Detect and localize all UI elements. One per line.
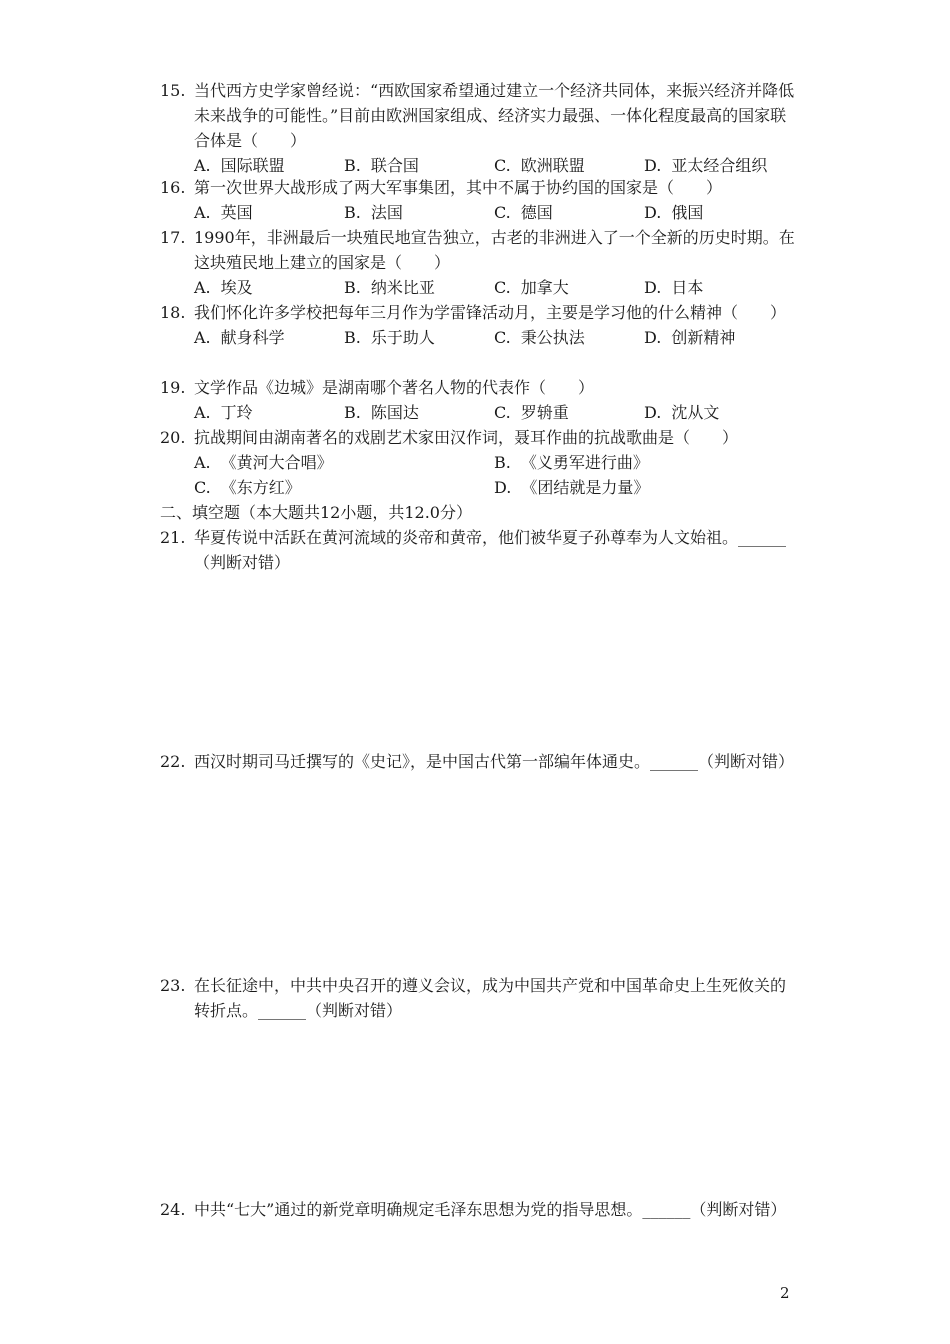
question-19 [160, 375, 800, 425]
question-text: 当代西方史学家曾经说：“西欧国家希望通过建立一个经济共同体，来振兴经济并降低未来战争的可能性。”目前由欧洲国家组成、经济实力最强、一体化程度最高的国家联合体是（ ） [194, 81, 795, 150]
question-number: 24. [160, 1200, 186, 1219]
question-number: 20. [160, 428, 186, 447]
option-c: C. 德国 [494, 203, 553, 222]
option-a: A. 埃及 [194, 278, 253, 297]
question-number: 16. [160, 178, 186, 197]
question-text: 华夏传说中活跃在黄河流域的炎帝和黄帝，他们被华夏子孙尊奉为人文始祖。______（判断对错） [194, 528, 787, 572]
question-23 [160, 973, 800, 1023]
page-number: 2 [780, 1284, 790, 1302]
option-c: C. 罗辀重 [494, 403, 569, 422]
question-24 [160, 1197, 800, 1222]
option-b: B. 乐于助人 [344, 328, 435, 347]
options [194, 400, 800, 425]
option-c: C. 秉公执法 [494, 328, 585, 347]
option-b: B. 联合国 [344, 156, 419, 175]
question-text: 中共“七大”通过的新党章明确规定毛泽东思想为党的指导思想。______（判断对错） [194, 1200, 787, 1219]
option-a: A. 献身科学 [194, 328, 285, 347]
question-number: 19. [160, 378, 186, 397]
question-text: 在长征途中，中共中央召开的遵义会议，成为中国共产党和中国革命史上生死攸关的转折点。______（判断对错） [194, 976, 787, 1020]
option-d: D. 沈从文 [644, 403, 720, 422]
option-a: A. 《黄河大合唱》 [194, 453, 333, 472]
option-d: D. 俄国 [644, 203, 704, 222]
question-number: 15. [160, 81, 186, 100]
option-b: B. 陈国达 [344, 403, 419, 422]
question-21 [160, 525, 800, 575]
option-c: C. 欧洲联盟 [494, 156, 585, 175]
option-a: A. 国际联盟 [194, 156, 285, 175]
option-d: D. 亚太经合组织 [644, 156, 768, 175]
question-text: 西汉时期司马迁撰写的《史记》，是中国古代第一部编年体通史。______（判断对错） [194, 752, 795, 771]
question-text: 1990年，非洲最后一块殖民地宣告独立，古老的非洲进入了一个全新的历史时期。在这块殖民地上建立的国家是（ ） [194, 228, 795, 272]
question-number: 22. [160, 752, 186, 771]
question-16 [160, 175, 800, 225]
options [194, 275, 800, 300]
question-18 [160, 300, 800, 350]
options [194, 200, 800, 225]
option-d: D. 创新精神 [644, 328, 736, 347]
options [194, 325, 800, 350]
question-number: 21. [160, 528, 186, 547]
question-20 [160, 425, 800, 500]
question-17 [160, 225, 800, 300]
option-b: B. 法国 [344, 203, 403, 222]
question-text: 我们怀化许多学校把每年三月作为学雷锋活动月，主要是学习他的什么精神（ ） [194, 303, 787, 322]
options [194, 450, 800, 500]
option-c: C. 加拿大 [494, 278, 569, 297]
option-b: B. 《义勇军进行曲》 [494, 453, 649, 472]
option-d: D. 《团结就是力量》 [494, 478, 650, 497]
question-text: 第一次世界大战形成了两大军事集团，其中不属于协约国的国家是（ ） [194, 178, 723, 197]
question-number: 23. [160, 976, 186, 995]
section-heading-fill-blank: 二、填空题（本大题共12小题，共12.0分） [160, 503, 472, 522]
question-number: 17. [160, 228, 186, 247]
question-text: 文学作品《边城》是湖南哪个著名人物的代表作（ ） [194, 378, 595, 397]
option-b: B. 纳米比亚 [344, 278, 435, 297]
question-number: 18. [160, 303, 186, 322]
option-c: C. 《东方红》 [194, 478, 301, 497]
question-15 [160, 78, 800, 178]
option-a: A. 英国 [194, 203, 253, 222]
question-22 [160, 749, 800, 774]
option-d: D. 日本 [644, 278, 704, 297]
option-a: A. 丁玲 [194, 403, 253, 422]
question-text: 抗战期间由湖南著名的戏剧艺术家田汉作词，聂耳作曲的抗战歌曲是（ ） [194, 428, 739, 447]
